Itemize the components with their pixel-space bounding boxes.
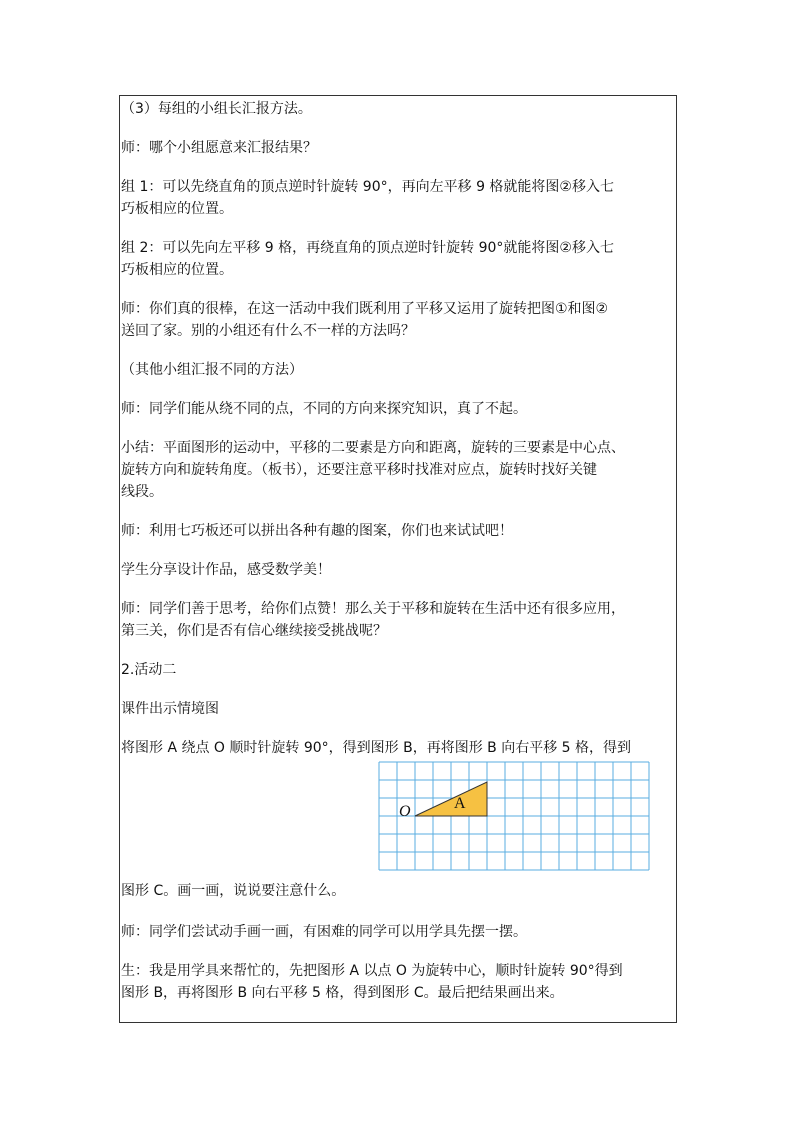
text-line: 将图形 A 绕点 O 顺时针旋转 90°，得到图形 B，再将图形 B 向右平移 5 格，得到 [121, 740, 632, 756]
grid-figure-svg [378, 760, 652, 885]
text-line: 巧板相应的位置。 [121, 262, 233, 278]
text-line: （3）每组的小组长汇报方法。 [121, 101, 312, 117]
text-line: 师：同学们善于思考，给你们点赞！那么关于平移和旋转在生活中还有很多应用， [121, 601, 625, 617]
text-line: 图形 B，再将图形 B 向右平移 5 格，得到图形 C。最后把结果画出来。 [121, 985, 564, 1001]
point-label: O [399, 803, 411, 820]
text-line: 师：同学们尝试动手画一画，有困难的同学可以用学具先摆一摆。 [121, 924, 527, 940]
text-line: 巧板相应的位置。 [121, 201, 233, 217]
text-line: 学生分享设计作品，感受数学美！ [121, 562, 331, 578]
text-line: 小结：平面图形的运动中，平移的二要素是方向和距离，旋转的三要素是中心点、 [121, 440, 625, 456]
shape-label: A [454, 795, 466, 812]
text-line: 组 2：可以先向左平移 9 格，再绕直角的顶点逆时针旋转 90°就能将图②移入七 [121, 240, 614, 256]
text-line: 师：同学们能从绕不同的点，不同的方向来探究知识，真了不起。 [121, 401, 527, 417]
text-line: 第三关，你们是否有信心继续接受挑战呢？ [121, 623, 387, 639]
text-line: 2.活动二 [121, 662, 177, 678]
text-line: 师：利用七巧板还可以拼出各种有趣的图案，你们也来试试吧！ [121, 523, 513, 539]
text-line: 师：你们真的很棒，在这一活动中我们既利用了平移又运用了旋转把图①和图② [121, 301, 609, 317]
rotation-figure [378, 760, 652, 885]
text-line: 生：我是用学具来帮忙的，先把图形 A 以点 O 为旋转中心，顺时针旋转 90°得到 [121, 963, 623, 979]
text-line: 师：哪个小组愿意来汇报结果？ [121, 140, 317, 156]
text-line: 线段。 [121, 484, 163, 500]
text-line: 图形 C。画一画，说说要注意什么。 [121, 883, 346, 899]
text-line: 课件出示情境图 [121, 701, 219, 717]
text-line: 送回了家。别的小组还有什么不一样的方法吗？ [121, 323, 415, 339]
text-line: 旋转方向和旋转角度。（板书），还要注意平移时找准对应点，旋转时找好关键 [121, 462, 597, 478]
text-line: （其他小组汇报不同的方法） [121, 362, 303, 378]
text-line: 组 1：可以先绕直角的顶点逆时针旋转 90°，再向左平移 9 格就能将图②移入七 [121, 179, 614, 195]
